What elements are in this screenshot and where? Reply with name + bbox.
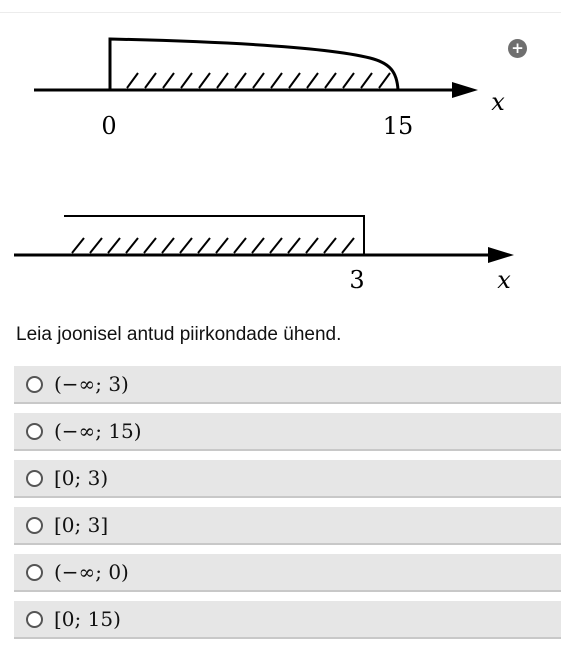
plus-circle-icon[interactable]: + — [508, 39, 527, 58]
question-text: Leia joonisel antud piirkondade ühend. — [16, 324, 342, 345]
answer-options — [14, 366, 561, 648]
radio-empty-icon[interactable] — [26, 564, 43, 581]
number-line-1 — [34, 39, 505, 140]
answer-option[interactable] — [14, 554, 561, 592]
axis-label-x-2: x — [497, 266, 511, 294]
answer-option[interactable] — [14, 366, 561, 404]
axis-label-x-1: x — [491, 88, 505, 116]
option-label: [0; 15) — [54, 607, 121, 631]
region-outline-1 — [110, 39, 398, 90]
answer-option[interactable] — [14, 413, 561, 451]
axis-arrow-2 — [488, 247, 514, 263]
number-line-2 — [14, 216, 514, 294]
tick-label-15: 15 — [382, 112, 414, 140]
radio-empty-icon[interactable] — [26, 423, 43, 440]
option-label: [0; 3] — [54, 513, 109, 537]
radio-empty-icon[interactable] — [26, 376, 43, 393]
radio-empty-icon[interactable] — [26, 611, 43, 628]
hatching-1 — [127, 73, 390, 88]
option-label: (−∞; 0) — [54, 560, 129, 584]
answer-option[interactable] — [14, 460, 561, 498]
answer-option[interactable] — [14, 507, 561, 545]
answer-option[interactable] — [14, 601, 561, 639]
tick-label-3: 3 — [349, 266, 365, 294]
option-label: (−∞; 15) — [54, 419, 142, 443]
option-label: [0; 3) — [54, 466, 109, 490]
number-line-figures — [0, 0, 561, 300]
radio-empty-icon[interactable] — [26, 470, 43, 487]
option-label: (−∞; 3) — [54, 372, 129, 396]
axis-arrow-1 — [452, 82, 478, 98]
hatching-2 — [72, 238, 354, 253]
radio-empty-icon[interactable] — [26, 517, 43, 534]
tick-label-0: 0 — [101, 112, 117, 140]
region-outline-2 — [64, 216, 364, 255]
